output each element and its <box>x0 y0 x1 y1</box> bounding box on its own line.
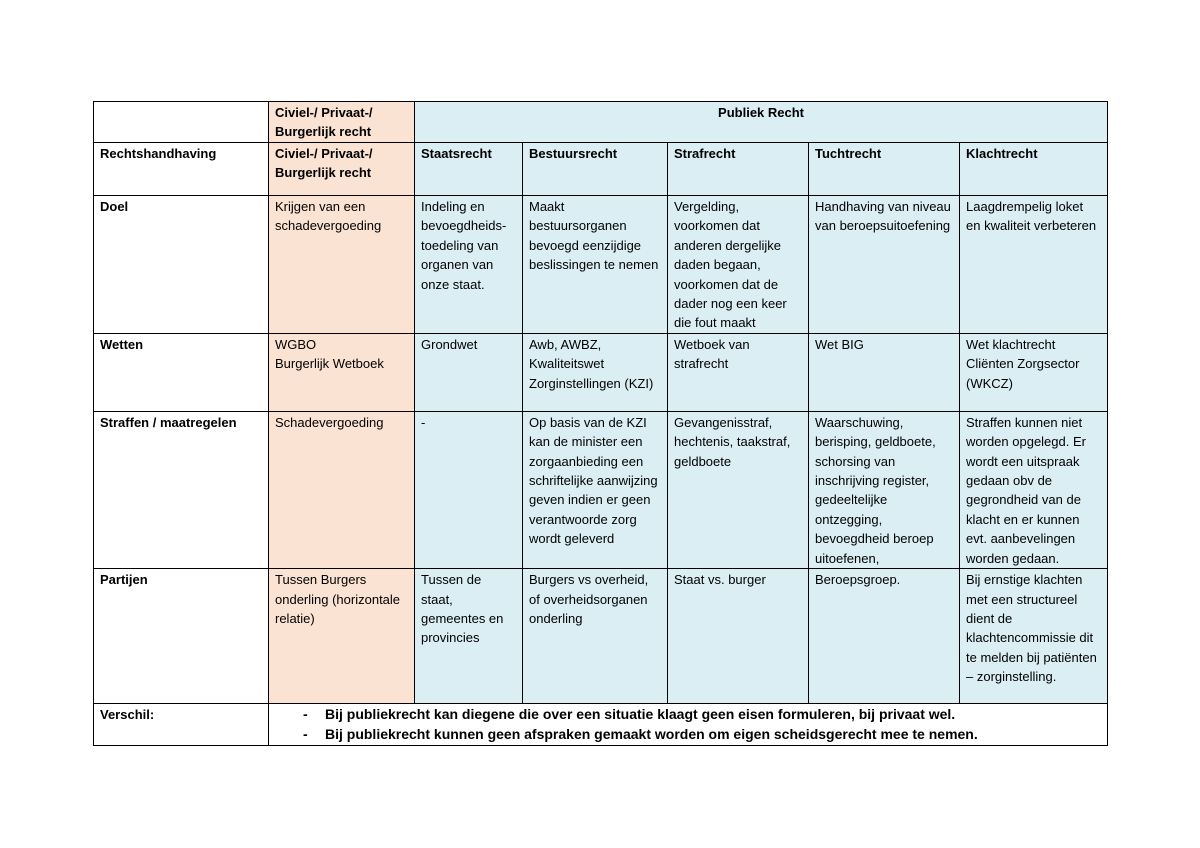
wetten-civil-line-2: Burgerlijk Wetboek <box>275 356 384 372</box>
cell-doel-civil: Krijgen van een schadevergoeding <box>269 196 415 334</box>
col-staatsrecht: Staatsrecht <box>415 143 523 196</box>
cell-straffen-strafrecht: Gevangenisstraf, hechtenis, taakstraf, geldboete <box>668 411 809 568</box>
cell-wetten-klachtrecht: Wet klachtrecht Cliënten Zorgsector (WKCZ) <box>960 333 1108 411</box>
cell-doel-staatsrecht: Indeling en bevoegdheids-toedeling van organen van onze staat. <box>415 196 523 334</box>
table-row <box>94 196 1108 334</box>
public-title: Publiek Recht <box>415 102 1108 143</box>
cell-wetten-staatsrecht: Grondwet <box>415 333 523 411</box>
row-label-partijen: Partijen <box>94 569 269 704</box>
cell-doel-tuchtrecht: Handhaving van niveau van beroepsuitoefening <box>809 196 960 334</box>
civil-title: Civiel-/ Privaat-/ Burgerlijk recht <box>269 102 415 143</box>
difference-list <box>275 704 1101 744</box>
table-row <box>94 411 1108 568</box>
col-klachtrecht: Klachtrecht <box>960 143 1108 196</box>
table-row <box>94 569 1108 704</box>
cell-wetten-strafrecht: Wetboek van strafrecht <box>668 333 809 411</box>
cell-partijen-klachtrecht: Bij ernstige klachten met een structureel dient de klachtencommissie dit te melden bij patiënten – zorginstelling. <box>960 569 1108 704</box>
row-label-verschil: Verschil: <box>94 704 269 746</box>
cell-partijen-staatsrecht: Tussen de staat, gemeentes en provincies <box>415 569 523 704</box>
header-row-top <box>94 102 1108 143</box>
header-row-columns <box>94 143 1108 196</box>
wetten-civil-line-1: WGBO <box>275 336 317 352</box>
cell-doel-strafrecht: Vergelding, voorkomen dat anderen dergelijke daden begaan, voorkomen dat de dader nog een keer die fout maakt <box>668 196 809 334</box>
cell-partijen-bestuursrecht: Burgers vs overheid, of overheidsorganen onderling <box>523 569 668 704</box>
row-label-straffen: Straffen / maatregelen <box>94 411 269 568</box>
cell-doel-bestuursrecht: Maakt bestuursorganen bevoegd eenzijdige beslissingen te nemen <box>523 196 668 334</box>
table-row <box>94 333 1108 411</box>
row-label-doel: Doel <box>94 196 269 334</box>
cell-straffen-civil: Schadevergoeding <box>269 411 415 568</box>
law-comparison-table <box>93 101 1108 746</box>
cell-straffen-klachtrecht: Straffen kunnen niet worden opgelegd. Er wordt een uitspraak gedaan obv de gegrondheid van de klacht en er kunnen evt. aanbevelingen worden gedaan. <box>960 411 1108 568</box>
difference-row <box>94 704 1108 746</box>
cell-wetten-tuchtrecht: Wet BIG <box>809 333 960 411</box>
cell-wetten-civil <box>269 333 415 411</box>
cell-partijen-strafrecht: Staat vs. burger <box>668 569 809 704</box>
row-label-wetten: Wetten <box>94 333 269 411</box>
difference-item-2: - Bij publiekrecht kunnen geen afspraken gemaakt worden om eigen scheidsgerecht mee te nemen. <box>303 724 1101 744</box>
col-civil: Civiel-/ Privaat-/ Burgerlijk recht <box>269 143 415 196</box>
difference-item-1: - Bij publiekrecht kan diegene die over een situatie klaagt geen eisen formuleren, bij privaat wel. <box>303 704 1101 724</box>
row-label-rechtshandhaving: Rechtshandhaving <box>94 143 269 196</box>
cell-difference <box>269 704 1108 746</box>
col-strafrecht: Strafrecht <box>668 143 809 196</box>
cell-partijen-tuchtrecht: Beroepsgroep. <box>809 569 960 704</box>
cell-wetten-bestuursrecht: Awb, AWBZ, Kwaliteitswet Zorginstellingen (KZI) <box>523 333 668 411</box>
corner-cell <box>94 102 269 143</box>
cell-straffen-bestuursrecht: Op basis van de KZI kan de minister een zorgaanbieding een schriftelijke aanwijzing geven indien er geen verantwoorde zorg wordt geleverd <box>523 411 668 568</box>
col-tuchtrecht: Tuchtrecht <box>809 143 960 196</box>
cell-straffen-tuchtrecht: Waarschuwing, berisping, geldboete, schorsing van inschrijving register, gedeeltelijke ontzegging, bevoegdheid beroep uitoefenen, <box>809 411 960 568</box>
cell-partijen-civil: Tussen Burgers onderling (horizontale relatie) <box>269 569 415 704</box>
cell-straffen-staatsrecht: - <box>415 411 523 568</box>
col-bestuursrecht: Bestuursrecht <box>523 143 668 196</box>
cell-doel-klachtrecht: Laagdrempelig loket en kwaliteit verbeteren <box>960 196 1108 334</box>
